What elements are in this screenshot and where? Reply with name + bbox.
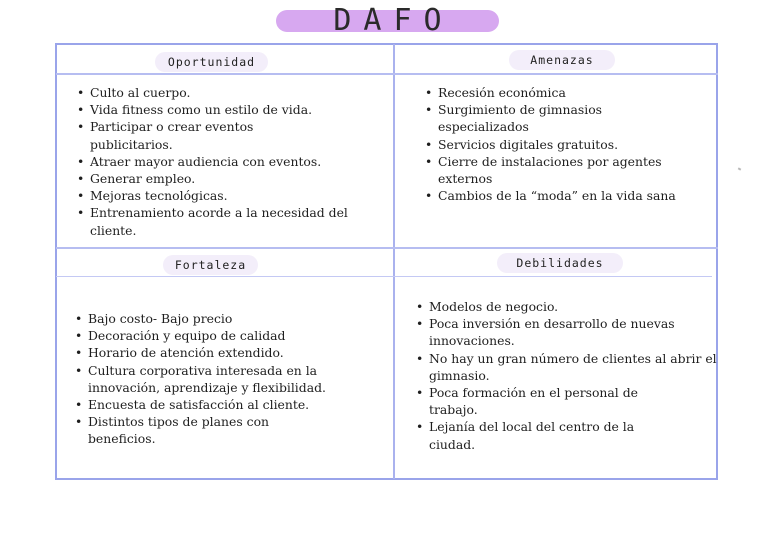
grid-horizontal-divider xyxy=(56,247,718,249)
page-title: DAFO xyxy=(333,3,454,38)
list-item: • Decoración y equipo de calidad xyxy=(75,327,375,344)
list-item: • Surgimiento de gimnasios especializados xyxy=(425,101,623,135)
debilidades-list xyxy=(416,298,717,453)
list-item: • Generar empleo. xyxy=(77,170,377,187)
amenazas-header: Amenazas xyxy=(509,50,615,70)
list-item: • Cultura corporativa interesada en la innovación, aprendizaje y flexibilidad. xyxy=(75,362,378,396)
list-item: • Poca formación en el personal de trabajo. xyxy=(416,384,684,418)
list-item: • Lejanía del local del centro de la ciudad. xyxy=(416,418,679,452)
list-item: • Cierre de instalaciones por agentes externos xyxy=(425,153,705,187)
list-item: • Culto al cuerpo. xyxy=(77,84,377,101)
list-item: • Atraer mayor audiencia con eventos. xyxy=(77,153,377,170)
list-item: • No hay un gran número de clientes al abrir el gimnasio. xyxy=(416,350,717,384)
oportunidad-header: Oportunidad xyxy=(155,52,268,72)
list-item: • Vida fitness como un estilo de vida. xyxy=(77,101,377,118)
list-item: • Poca inversión en desarrollo de nuevas innovaciones. xyxy=(416,315,681,349)
fortaleza-header: Fortaleza xyxy=(163,255,258,275)
list-item: • Participar o crear eventos publicitarios. xyxy=(77,118,275,152)
list-item: • Recesión económica xyxy=(425,84,705,101)
debilidades-header: Debilidades xyxy=(497,253,623,273)
grid-vertical-divider xyxy=(393,44,395,479)
stray-mark xyxy=(738,167,742,170)
oportunidad-list xyxy=(77,84,377,239)
top-header-divider xyxy=(56,73,718,75)
list-item: • Distintos tipos de planes con beneficios. xyxy=(75,413,313,447)
list-item: • Horario de atención extendido. xyxy=(75,344,375,361)
list-item: • Bajo costo- Bajo precio xyxy=(75,310,375,327)
list-item: • Modelos de negocio. xyxy=(416,298,708,315)
list-item: • Cambios de la “moda” en la vida sana xyxy=(425,187,678,204)
fortaleza-list xyxy=(75,310,375,448)
bottom-header-divider xyxy=(56,276,712,277)
list-item: • Servicios digitales gratuitos. xyxy=(425,136,705,153)
list-item: • Encuesta de satisfacción al cliente. xyxy=(75,396,375,413)
list-item: • Entrenamiento acorde a la necesidad del cliente. xyxy=(77,204,372,238)
list-item: • Mejoras tecnológicas. xyxy=(77,187,377,204)
amenazas-list xyxy=(425,84,705,204)
